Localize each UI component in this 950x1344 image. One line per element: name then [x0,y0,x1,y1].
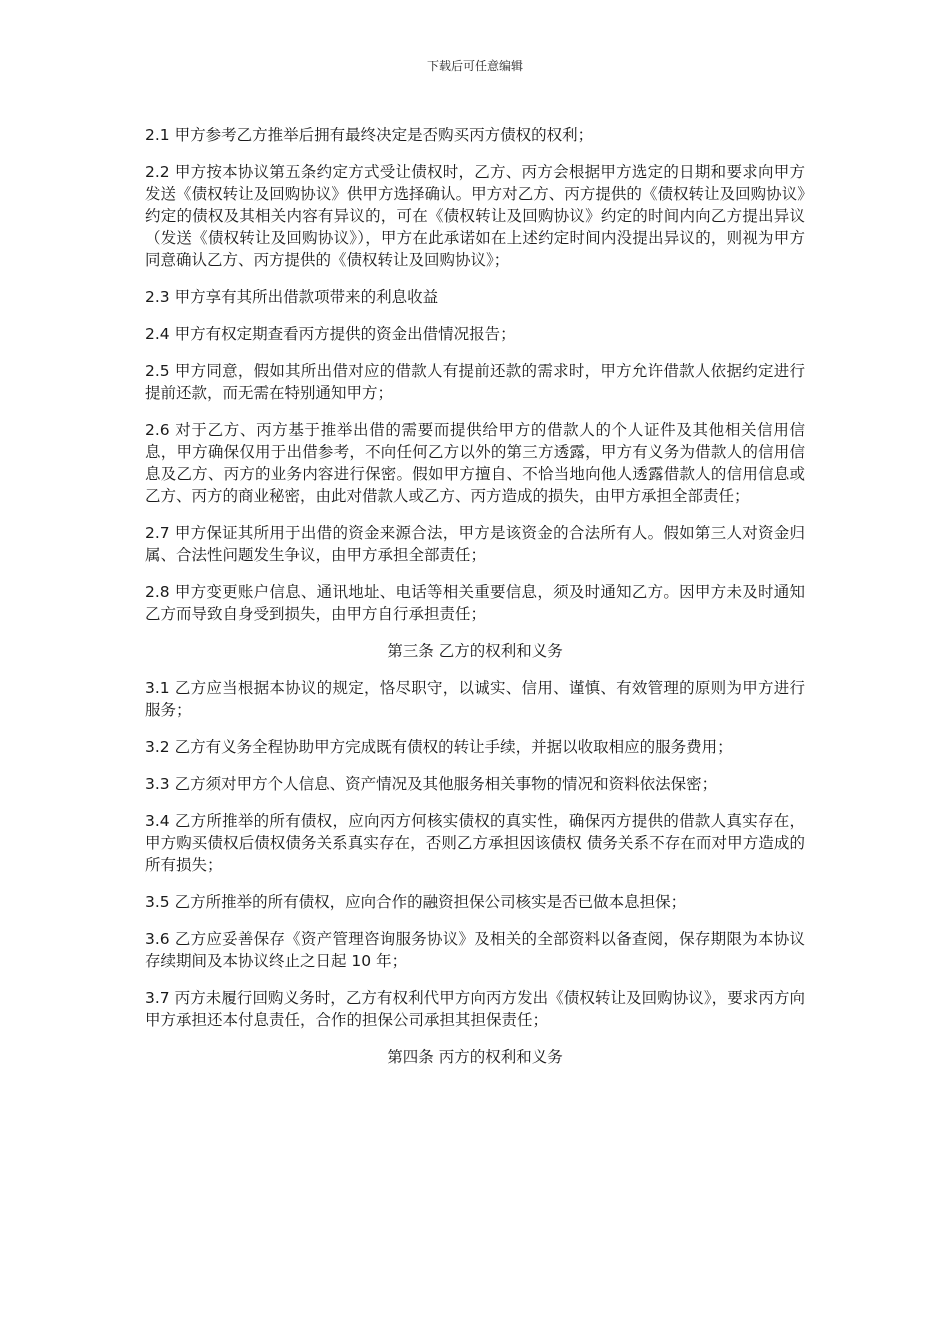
section-heading-article-4: 第四条 丙方的权利和义务 [387,1048,563,1066]
clause-2-4: 2.4 甲方有权定期查看丙方提供的资金出借情况报告； [145,325,516,343]
page-header-note: 下载后可任意编辑 [426,59,523,73]
section-heading-article-3: 第三条 乙方的权利和义务 [387,642,563,660]
clause-3-4: 3.4 乙方所推举的所有债权，应向丙方何核实债权的真实性，确保丙方提供的借款人真实存在，甲方购买债权后债权债务关系真实存在，否则乙方承担因该债权 债务关系不存在而对甲方造成的所有损失； [145,812,805,874]
document-body [145,124,805,1083]
clause-3-2: 3.2 乙方有义务全程协助甲方完成既有债权的转让手续，并据以收取相应的服务费用； [145,738,733,756]
clause-2-5: 2.5 甲方同意，假如其所出借对应的借款人有提前还款的需求时，甲方允许借款人依据约定进行提前还款，而无需在特别通知甲方； [145,362,805,402]
clause-2-8: 2.8 甲方变更账户信息、通讯地址、电话等相关重要信息，须及时通知乙方。因甲方未及时通知乙方而导致自身受到损失，由甲方自行承担责任； [145,583,805,623]
clause-2-7: 2.7 甲方保证其所用于出借的资金来源合法，甲方是该资金的合法所有人。假如第三人对资金归属、合法性问题发生争议，由甲方承担全部责任； [145,524,805,564]
clause-3-3: 3.3 乙方须对甲方个人信息、资产情况及其他服务相关事物的情况和资料依法保密； [145,775,718,793]
clause-3-6: 3.6 乙方应妥善保存《资产管理咨询服务协议》及相关的全部资料以备查阅，保存期限为本协议存续期间及本协议终止之日起 10 年； [145,930,805,970]
clause-2-6: 2.6 对于乙方、丙方基于推举出借的需要而提供给甲方的借款人的个人证件及其他相关信用信息，甲方确保仅用于出借参考，不向任何乙方以外的第三方透露，甲方有义务为借款人的信用信息及乙方、丙方的业务内容进行保密。假如甲方擅自、不恰当地向他人透露借款人的信用信息或乙方、丙方的商业秘密，由此对借款人或乙方、丙方造成的损失，由甲方承担全部责任； [145,421,805,505]
clause-3-5: 3.5 乙方所推举的所有债权，应向合作的融资担保公司核实是否已做本息担保； [145,893,687,911]
clause-2-2: 2.2 甲方按本协议第五条约定方式受让债权时，乙方、丙方会根据甲方选定的日期和要求向甲方发送《债权转让及回购协议》供甲方选择确认。甲方对乙方、丙方提供的《债权转让及回购协议》约定的债权及其相关内容有异议的，可在《债权转让及回购协议》约定的时间内向乙方提出异议（发送《债权转让及回购协议》），甲方在此承诺如在上述约定时间内没提出异议的，则视为甲方同意确认乙方、丙方提供的《债权转让及回购协议》； [145,163,805,269]
clause-2-1: 2.1 甲方参考乙方推举后拥有最终决定是否购买丙方债权的权利； [145,126,594,144]
clause-3-1: 3.1 乙方应当根据本协议的规定，恪尽职守，以诚实、信用、谨慎、有效管理的原则为甲方进行服务； [145,679,805,719]
clause-2-3: 2.3 甲方享有其所出借款项带来的利息收益 [145,288,439,306]
clause-3-7: 3.7 丙方未履行回购义务时，乙方有权利代甲方向丙方发出《债权转让及回购协议》，要求丙方向甲方承担还本付息责任，合作的担保公司承担其担保责任； [145,989,805,1029]
